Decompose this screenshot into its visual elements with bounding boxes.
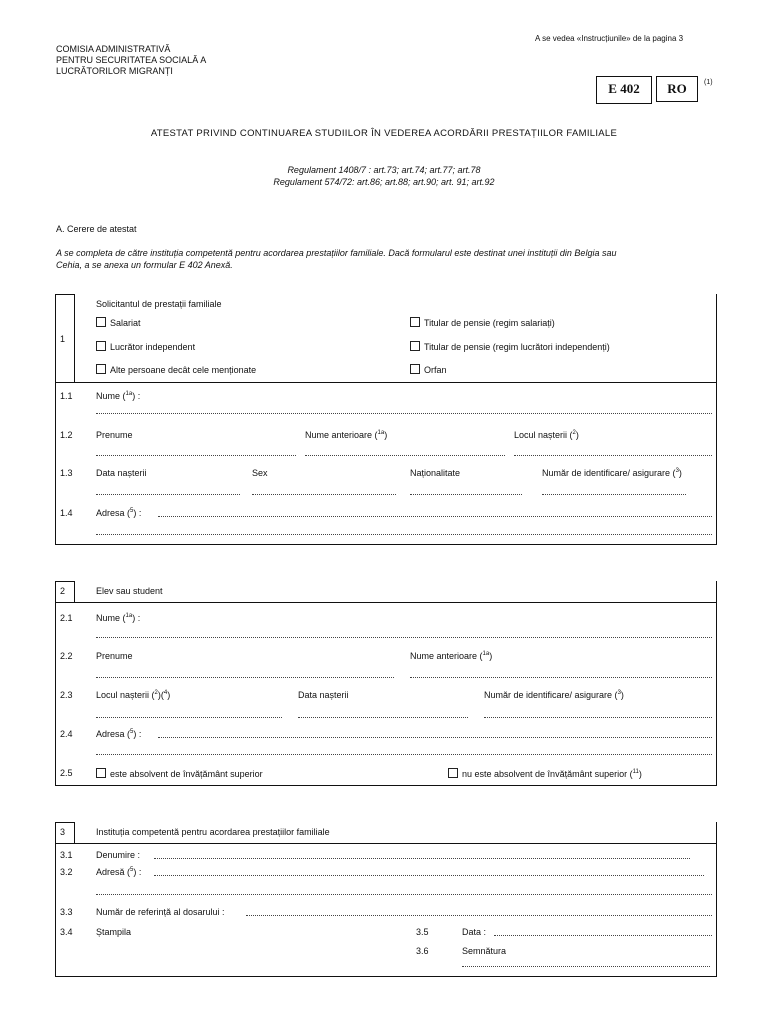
- field-adresa-line2[interactable]: [96, 534, 712, 535]
- field-adresa[interactable]: [158, 516, 712, 517]
- section-2-title: Elev sau student: [96, 586, 163, 596]
- commission-name: [56, 44, 206, 77]
- checkbox-salariat[interactable]: Salariat: [96, 317, 141, 328]
- label-prenume: Prenume: [96, 651, 133, 661]
- checkbox-lucrator-independent[interactable]: Lucrător independent: [96, 341, 195, 352]
- field-nume[interactable]: [96, 413, 712, 414]
- row-number: 3.3: [60, 907, 73, 917]
- commission-line: COMISIA ADMINISTRATIVĂ: [56, 44, 171, 54]
- label-data-nasterii: Data nașterii: [96, 468, 147, 478]
- field-numar-identificare[interactable]: [484, 717, 712, 718]
- row-number: 1.1: [60, 391, 73, 401]
- field-adresa-line2[interactable]: [96, 754, 712, 755]
- label-nationalitate: Naționalitate: [410, 468, 461, 478]
- field-data-nasterii[interactable]: [298, 717, 468, 718]
- field-adresa[interactable]: [158, 737, 712, 738]
- section-a-heading: A. Cerere de atestat: [56, 224, 137, 234]
- field-nume-anterioare[interactable]: [305, 455, 505, 456]
- field-semnatura[interactable]: [462, 966, 710, 967]
- field-numar-referinta[interactable]: [246, 915, 712, 916]
- label-nume-anterioare: Nume anterioare ($^{1a}$): [410, 651, 493, 661]
- checkbox-icon[interactable]: [96, 317, 106, 327]
- field-locul-nasterii[interactable]: [96, 717, 282, 718]
- row-number: 3.5: [416, 927, 429, 937]
- country-code-box: RO: [656, 76, 698, 102]
- field-locul-nasterii[interactable]: [514, 455, 712, 456]
- commission-line: PENTRU SECURITATEA SOCIALĂ A: [56, 55, 207, 65]
- field-data[interactable]: [494, 935, 712, 936]
- section-3-number: 3: [60, 827, 66, 837]
- checkbox-icon[interactable]: [448, 768, 458, 778]
- see-instructions-note: A se vedea «Instrucțiunile» de la pagina 3: [535, 34, 684, 43]
- row-number: 3.6: [416, 946, 429, 956]
- field-sex[interactable]: [252, 494, 396, 495]
- section-a-instructions: Cehia, a se anexa un formular E 402 Anexă.: [56, 260, 233, 270]
- section-1-title: Solicitantul de prestații familiale: [96, 299, 222, 309]
- checkbox-icon[interactable]: [96, 364, 106, 374]
- label-numar-identificare: Număr de identificare/ asigurare ($^3$): [542, 468, 682, 478]
- label-sex: Sex: [252, 468, 268, 478]
- label-locul-nasterii: Locul nașterii ($^2$)($^4$): [96, 690, 171, 700]
- row-number: 3.2: [60, 867, 73, 877]
- regulation-line: Regulament 1408/7 : art.73; art.74; art.77; art.78: [287, 165, 481, 175]
- section-2-box: [55, 581, 717, 786]
- label-nume: Nume ($^{1a}$) :: [96, 391, 141, 401]
- checkbox-icon[interactable]: [96, 768, 106, 778]
- row-number: 2.1: [60, 613, 73, 623]
- field-prenume[interactable]: [96, 677, 394, 678]
- row-number: 1.3: [60, 468, 73, 478]
- label-data: Data :: [462, 927, 487, 937]
- label-adresa: Adresa ($^5$) :: [96, 508, 142, 518]
- form-code-box: E 402: [596, 76, 652, 104]
- section-3-title: Instituția competentă pentru acordarea prestațiilor familiale: [96, 827, 330, 837]
- section-2-number: 2: [60, 586, 66, 596]
- label-semnatura: Semnătura: [462, 946, 507, 956]
- row-number: 2.5: [60, 768, 73, 778]
- row-number: 3.4: [60, 927, 73, 937]
- label-numar-identificare: Număr de identificare/ asigurare ($^3$): [484, 690, 624, 700]
- field-data-nasterii[interactable]: [96, 494, 240, 495]
- label-nume: Nume ($^{1a}$) :: [96, 613, 141, 623]
- checkbox-titular-pensie-independenti[interactable]: Titular de pensie (regim lucrători independenți): [410, 341, 610, 352]
- label-prenume: Prenume: [96, 430, 133, 440]
- field-denumire[interactable]: [154, 858, 690, 859]
- field-prenume[interactable]: [96, 455, 296, 456]
- label-locul-nasterii: Locul nașterii ($^2$): [514, 430, 579, 440]
- field-nume-anterioare[interactable]: [410, 677, 712, 678]
- checkbox-icon[interactable]: [410, 341, 420, 351]
- checkbox-absolvent[interactable]: este absolvent de învățământ superior: [96, 768, 263, 779]
- label-adresa: Adresă ($^5$) :: [96, 867, 142, 877]
- field-nume[interactable]: [96, 637, 712, 638]
- commission-line: LUCRĂTORILOR MIGRANȚI: [56, 66, 173, 76]
- checkbox-icon[interactable]: [410, 364, 420, 374]
- label-stampila: Ștampila: [96, 927, 132, 937]
- section-3-box: [55, 822, 717, 977]
- row-number: 3.1: [60, 850, 73, 860]
- section-1-number: 1: [60, 334, 66, 344]
- label-adresa: Adresa ($^5$) :: [96, 729, 142, 739]
- regulation-line: Regulament 574/72: art.86; art.88; art.90; art. 91; art.92: [273, 177, 495, 187]
- label-denumire: Denumire :: [96, 850, 141, 860]
- section-1-box: [55, 294, 717, 545]
- row-number: 1.2: [60, 430, 73, 440]
- section-a-instructions: A se completa de către instituția competentă pentru acordarea prestațiilor familiale. Dacă formularul este destinat unei instituții din Belgia sau: [56, 248, 617, 258]
- label-data-nasterii: Data nașterii: [298, 690, 349, 700]
- field-nationalitate[interactable]: [410, 494, 522, 495]
- country-note: (1): [704, 79, 713, 86]
- checkbox-icon[interactable]: [96, 341, 106, 351]
- checkbox-titular-pensie-salariati[interactable]: Titular de pensie (regim salariați): [410, 317, 555, 328]
- field-adresa[interactable]: [154, 875, 704, 876]
- label-nume-anterioare: Nume anterioare ($^{1a}$): [305, 430, 388, 440]
- checkbox-icon[interactable]: [410, 317, 420, 327]
- row-number: 2.3: [60, 690, 73, 700]
- label-numar-referinta: Număr de referință al dosarului :: [96, 907, 225, 917]
- field-numar-identificare[interactable]: [542, 494, 686, 495]
- row-number: 2.2: [60, 651, 73, 661]
- row-number: 1.4: [60, 508, 73, 518]
- checkbox-orfan[interactable]: Orfan: [410, 364, 447, 375]
- checkbox-alte-persoane[interactable]: Alte persoane decât cele menționate: [96, 364, 256, 375]
- checkbox-neabsolvent[interactable]: nu este absolvent de învățământ superior ($^{11}$): [448, 768, 642, 779]
- row-number: 2.4: [60, 729, 73, 739]
- page-title: ATESTAT PRIVIND CONTINUAREA STUDIILOR ÎN VEDEREA ACORDĂRII PRESTAȚIILOR FAMILIALE: [150, 128, 618, 139]
- field-adresa-line2[interactable]: [96, 894, 712, 895]
